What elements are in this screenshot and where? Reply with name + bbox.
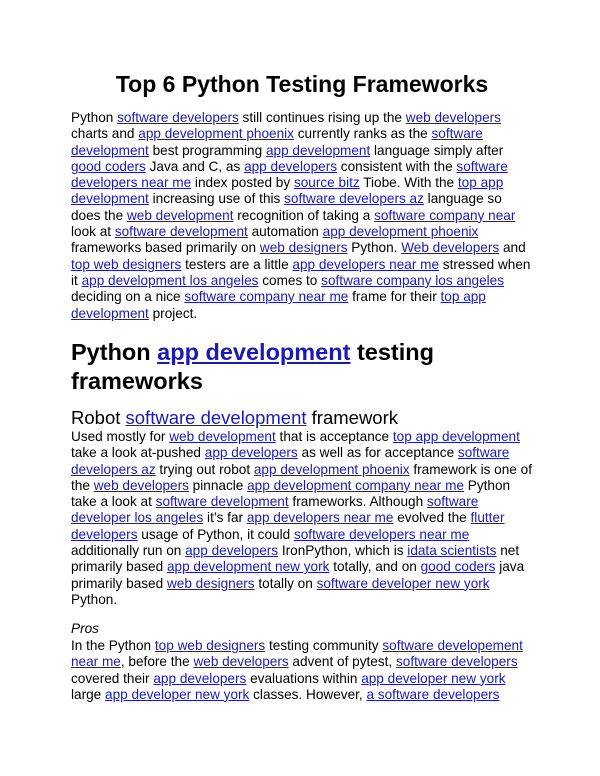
- text-run: evolved the: [393, 510, 471, 526]
- text-run: stressed when it: [71, 256, 531, 288]
- text-run: pinnacle: [188, 477, 248, 493]
- inline-link[interactable]: a software developers: [366, 686, 500, 702]
- inline-link[interactable]: software developers: [117, 110, 239, 125]
- inline-link[interactable]: software developers az: [284, 191, 424, 207]
- inline-link[interactable]: Web developers: [401, 240, 500, 256]
- inline-link[interactable]: top app development: [392, 429, 520, 444]
- text-run: usage of Python, it could: [137, 526, 294, 542]
- text-run: recognition of taking a: [233, 207, 375, 223]
- text-run: In the Python: [71, 638, 155, 653]
- text-run: advent of pytest,: [288, 654, 396, 670]
- inline-link[interactable]: software development: [71, 126, 483, 158]
- text-run: charts and: [71, 126, 139, 142]
- text-run: net primarily based: [71, 543, 520, 575]
- inline-link[interactable]: app developers near me: [292, 256, 440, 272]
- intro-paragraph: [71, 110, 533, 322]
- inline-link[interactable]: good coders: [420, 559, 496, 575]
- inline-link[interactable]: flutter developers: [71, 510, 505, 542]
- text-run: evaluations within: [246, 670, 362, 686]
- text-run: additionally run on: [71, 543, 186, 559]
- text-run: testing community: [265, 638, 383, 653]
- text-run: project.: [148, 305, 198, 321]
- inline-link[interactable]: source bitz: [293, 175, 360, 191]
- text-run: totally, and on: [329, 559, 421, 575]
- text-run: take a look at-pushed: [71, 445, 205, 461]
- inline-link[interactable]: web development: [169, 429, 276, 444]
- text-run: comes to: [258, 272, 322, 288]
- section-heading-text-before: Python: [71, 339, 158, 365]
- inline-link[interactable]: app development company near me: [247, 477, 464, 493]
- section-heading: [71, 338, 533, 396]
- inline-link[interactable]: software developers near me: [293, 526, 470, 542]
- text-run: frame for their: [348, 289, 441, 305]
- inline-link[interactable]: app developers: [185, 543, 279, 559]
- text-run: classes. However,: [249, 686, 367, 702]
- inline-link[interactable]: web developers: [405, 110, 501, 125]
- text-run: that is acceptance: [275, 429, 393, 444]
- inline-link[interactable]: app development: [265, 142, 371, 158]
- inline-link[interactable]: top web designers: [154, 638, 266, 653]
- inline-link[interactable]: app developer new york: [361, 670, 506, 686]
- text-run: IronPython, which is: [278, 543, 408, 559]
- inline-link[interactable]: web developers: [93, 477, 189, 493]
- text-run: framework is one of the: [71, 461, 532, 493]
- text-run: Java and C, as: [145, 158, 245, 174]
- inline-link[interactable]: software developer new york: [316, 575, 490, 591]
- text-run: Used mostly for: [71, 429, 170, 444]
- text-run: testers are a little: [181, 256, 293, 272]
- section-heading-link[interactable]: app development: [157, 339, 351, 365]
- subsection-heading-text-before: Robot: [71, 407, 126, 428]
- subsection-heading: [71, 407, 398, 429]
- inline-link[interactable]: software development: [114, 224, 248, 240]
- inline-link[interactable]: software developer los angeles: [71, 494, 479, 526]
- text-run: deciding on a nice: [71, 289, 185, 305]
- inline-link[interactable]: top app development: [71, 289, 486, 321]
- text-run: Python: [71, 110, 118, 125]
- text-run: language simply after: [370, 142, 504, 158]
- text-run: it’s far: [203, 510, 247, 526]
- text-run: index posted by: [191, 175, 294, 191]
- page-title: Top 6 Python Testing Frameworks: [115, 71, 489, 97]
- inline-link[interactable]: software developers az: [71, 445, 510, 477]
- text-run: frameworks based primarily on: [71, 240, 260, 256]
- inline-link[interactable]: web developers: [193, 654, 289, 670]
- inline-link[interactable]: software developement near me: [71, 638, 523, 670]
- text-run: java primarily based: [71, 559, 525, 591]
- inline-link[interactable]: idata scientists: [407, 543, 497, 559]
- inline-link[interactable]: app development new york: [166, 559, 330, 575]
- text-run: and: [499, 240, 526, 256]
- inline-link[interactable]: app developer new york: [105, 686, 250, 702]
- text-run: large: [71, 686, 106, 702]
- inline-link[interactable]: top web designers: [71, 256, 182, 272]
- inline-link[interactable]: good coders: [71, 158, 146, 174]
- inline-link[interactable]: software company los angeles: [321, 272, 505, 288]
- inline-link[interactable]: app developers: [204, 445, 298, 461]
- text-run: look at: [71, 224, 115, 240]
- text-run: Python.: [347, 240, 402, 256]
- text-run: frameworks. Although: [288, 494, 427, 510]
- inline-link[interactable]: app development los angeles: [81, 272, 259, 288]
- inline-link[interactable]: software developers: [395, 654, 518, 670]
- inline-link[interactable]: app development phoenix: [138, 126, 294, 142]
- text-run: Python.: [71, 591, 118, 607]
- text-run: totally on: [254, 575, 317, 591]
- inline-link[interactable]: app developers: [153, 670, 247, 686]
- inline-link[interactable]: web designers: [259, 240, 348, 256]
- inline-link[interactable]: software company near me: [184, 289, 349, 305]
- text-run: covered their: [71, 670, 154, 686]
- text-run: Tiobe. With the: [359, 175, 458, 191]
- inline-link[interactable]: app development phoenix: [253, 461, 410, 477]
- text-run: still continues rising up the: [238, 110, 406, 125]
- inline-link[interactable]: app development phoenix: [322, 224, 479, 240]
- inline-link[interactable]: software development: [155, 494, 289, 510]
- pros-paragraph: [71, 638, 533, 703]
- inline-link[interactable]: software company near: [374, 207, 516, 223]
- text-run: currently ranks as the: [293, 126, 432, 142]
- text-run: Python take a look at: [71, 477, 511, 510]
- subsection-heading-link[interactable]: software development: [125, 407, 307, 428]
- section-heading-text-after: testing frameworks: [71, 339, 434, 394]
- subsection-heading-text-after: framework: [306, 407, 399, 428]
- text-run: increasing use of this: [148, 191, 285, 207]
- pros-label: Pros: [71, 621, 99, 636]
- text-run: as well as for acceptance: [297, 445, 458, 461]
- text-run: consistent with the: [337, 158, 457, 174]
- text-run: trying out robot: [155, 461, 254, 477]
- text-run: , before the: [120, 654, 194, 670]
- inline-link[interactable]: app developers: [244, 158, 338, 174]
- robot-framework-paragraph: [71, 429, 533, 608]
- inline-link[interactable]: top app development: [71, 175, 504, 207]
- text-run: language so does the: [71, 191, 502, 223]
- inline-link[interactable]: app developers near me: [246, 510, 394, 526]
- text-run: best programming: [148, 142, 266, 158]
- inline-link[interactable]: software developers near me: [71, 158, 508, 191]
- text-run: automation: [247, 224, 323, 240]
- inline-link[interactable]: web designers: [166, 575, 255, 591]
- inline-link[interactable]: web development: [126, 207, 234, 223]
